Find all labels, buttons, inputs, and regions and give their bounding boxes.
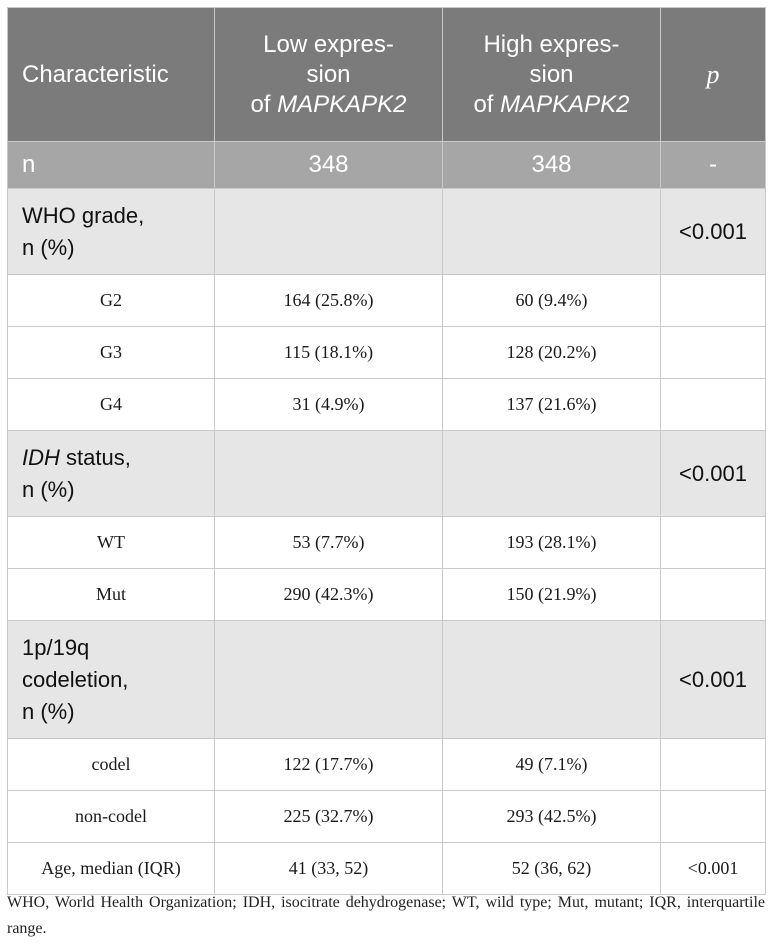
who-high-empty bbox=[443, 189, 661, 275]
row-p-empty bbox=[661, 569, 766, 621]
n-label: n bbox=[8, 142, 215, 189]
table-row bbox=[8, 327, 766, 379]
age-high: 52 (36, 62) bbox=[443, 843, 661, 895]
row-label: Mut bbox=[8, 569, 215, 621]
header-low-prefix: of bbox=[250, 90, 278, 118]
header-low-line3 bbox=[215, 90, 442, 120]
row-high: 193 (28.1%) bbox=[443, 517, 661, 569]
idh-low-empty bbox=[215, 431, 443, 517]
characteristics-table bbox=[7, 7, 766, 895]
section-codeletion bbox=[8, 621, 766, 739]
row-high: 293 (42.5%) bbox=[443, 791, 661, 843]
header-high-prefix: of bbox=[473, 90, 501, 118]
table-row bbox=[8, 517, 766, 569]
row-low: 115 (18.1%) bbox=[215, 327, 443, 379]
row-high: 49 (7.1%) bbox=[443, 739, 661, 791]
row-p-empty bbox=[661, 275, 766, 327]
header-low-expression bbox=[215, 8, 443, 142]
section-who-grade bbox=[8, 189, 766, 275]
idh-label-rest: status, bbox=[59, 444, 131, 470]
header-high-line1: High expres- bbox=[483, 30, 620, 58]
who-p-value: <0.001 bbox=[661, 189, 766, 275]
row-low: 122 (17.7%) bbox=[215, 739, 443, 791]
table-row bbox=[8, 739, 766, 791]
header-low-line1: Low expres- bbox=[263, 30, 394, 58]
row-p-empty bbox=[661, 791, 766, 843]
row-low: 31 (4.9%) bbox=[215, 379, 443, 431]
row-label: G3 bbox=[8, 327, 215, 379]
n-low: 348 bbox=[215, 142, 443, 189]
row-label: G4 bbox=[8, 379, 215, 431]
table-row bbox=[8, 791, 766, 843]
table-container bbox=[7, 7, 765, 895]
idh-status-label bbox=[8, 431, 215, 517]
row-low: 290 (42.3%) bbox=[215, 569, 443, 621]
table-row bbox=[8, 569, 766, 621]
section-idh-status bbox=[8, 431, 766, 517]
idh-label-italic: IDH bbox=[22, 444, 60, 470]
n-high: 348 bbox=[443, 142, 661, 189]
header-high-line2: sion bbox=[529, 60, 574, 88]
age-p-value: <0.001 bbox=[661, 843, 766, 895]
codel-label-line1: 1p/19q bbox=[22, 634, 90, 660]
codel-low-empty bbox=[215, 621, 443, 739]
row-low: 53 (7.7%) bbox=[215, 517, 443, 569]
table-header-row bbox=[8, 8, 766, 142]
age-low: 41 (33, 52) bbox=[215, 843, 443, 895]
table-row bbox=[8, 379, 766, 431]
who-label-line1: WHO grade, bbox=[22, 202, 145, 228]
idh-label-line2: n (%) bbox=[22, 476, 75, 502]
header-p-value: p bbox=[661, 8, 766, 142]
header-high-gene: MAPKAPK2 bbox=[500, 90, 630, 118]
idh-p-value: <0.001 bbox=[661, 431, 766, 517]
header-low-line2: sion bbox=[306, 60, 351, 88]
codel-p-value: <0.001 bbox=[661, 621, 766, 739]
codel-label-line3: n (%) bbox=[22, 698, 75, 724]
idh-high-empty bbox=[443, 431, 661, 517]
row-high: 128 (20.2%) bbox=[443, 327, 661, 379]
row-high: 137 (21.6%) bbox=[443, 379, 661, 431]
header-low-gene: MAPKAPK2 bbox=[277, 90, 407, 118]
table-footnote: WHO, World Health Organization; IDH, isocitrate dehydrogenase; WT, wild type; Mut, mutant; IQR, interquartile range. bbox=[7, 894, 765, 937]
age-label: Age, median (IQR) bbox=[8, 843, 215, 895]
table-row bbox=[8, 275, 766, 327]
row-p-empty bbox=[661, 379, 766, 431]
row-p-empty bbox=[661, 517, 766, 569]
n-p: - bbox=[661, 142, 766, 189]
who-grade-label bbox=[8, 189, 215, 275]
header-characteristic: Characteristic bbox=[8, 8, 215, 142]
idh-label-line1 bbox=[22, 442, 214, 474]
row-label: non-codel bbox=[8, 791, 215, 843]
header-high-line3 bbox=[443, 90, 660, 120]
row-low: 164 (25.8%) bbox=[215, 275, 443, 327]
row-label: codel bbox=[8, 739, 215, 791]
row-p-empty bbox=[661, 739, 766, 791]
n-row bbox=[8, 142, 766, 189]
row-label: G2 bbox=[8, 275, 215, 327]
row-high: 150 (21.9%) bbox=[443, 569, 661, 621]
row-label: WT bbox=[8, 517, 215, 569]
row-low: 225 (32.7%) bbox=[215, 791, 443, 843]
codel-label-line2: codeletion, bbox=[22, 666, 129, 692]
header-high-expression bbox=[443, 8, 661, 142]
who-low-empty bbox=[215, 189, 443, 275]
age-row bbox=[8, 843, 766, 895]
codel-high-empty bbox=[443, 621, 661, 739]
row-high: 60 (9.4%) bbox=[443, 275, 661, 327]
who-label-line2: n (%) bbox=[22, 234, 75, 260]
codeletion-label bbox=[8, 621, 215, 739]
row-p-empty bbox=[661, 327, 766, 379]
